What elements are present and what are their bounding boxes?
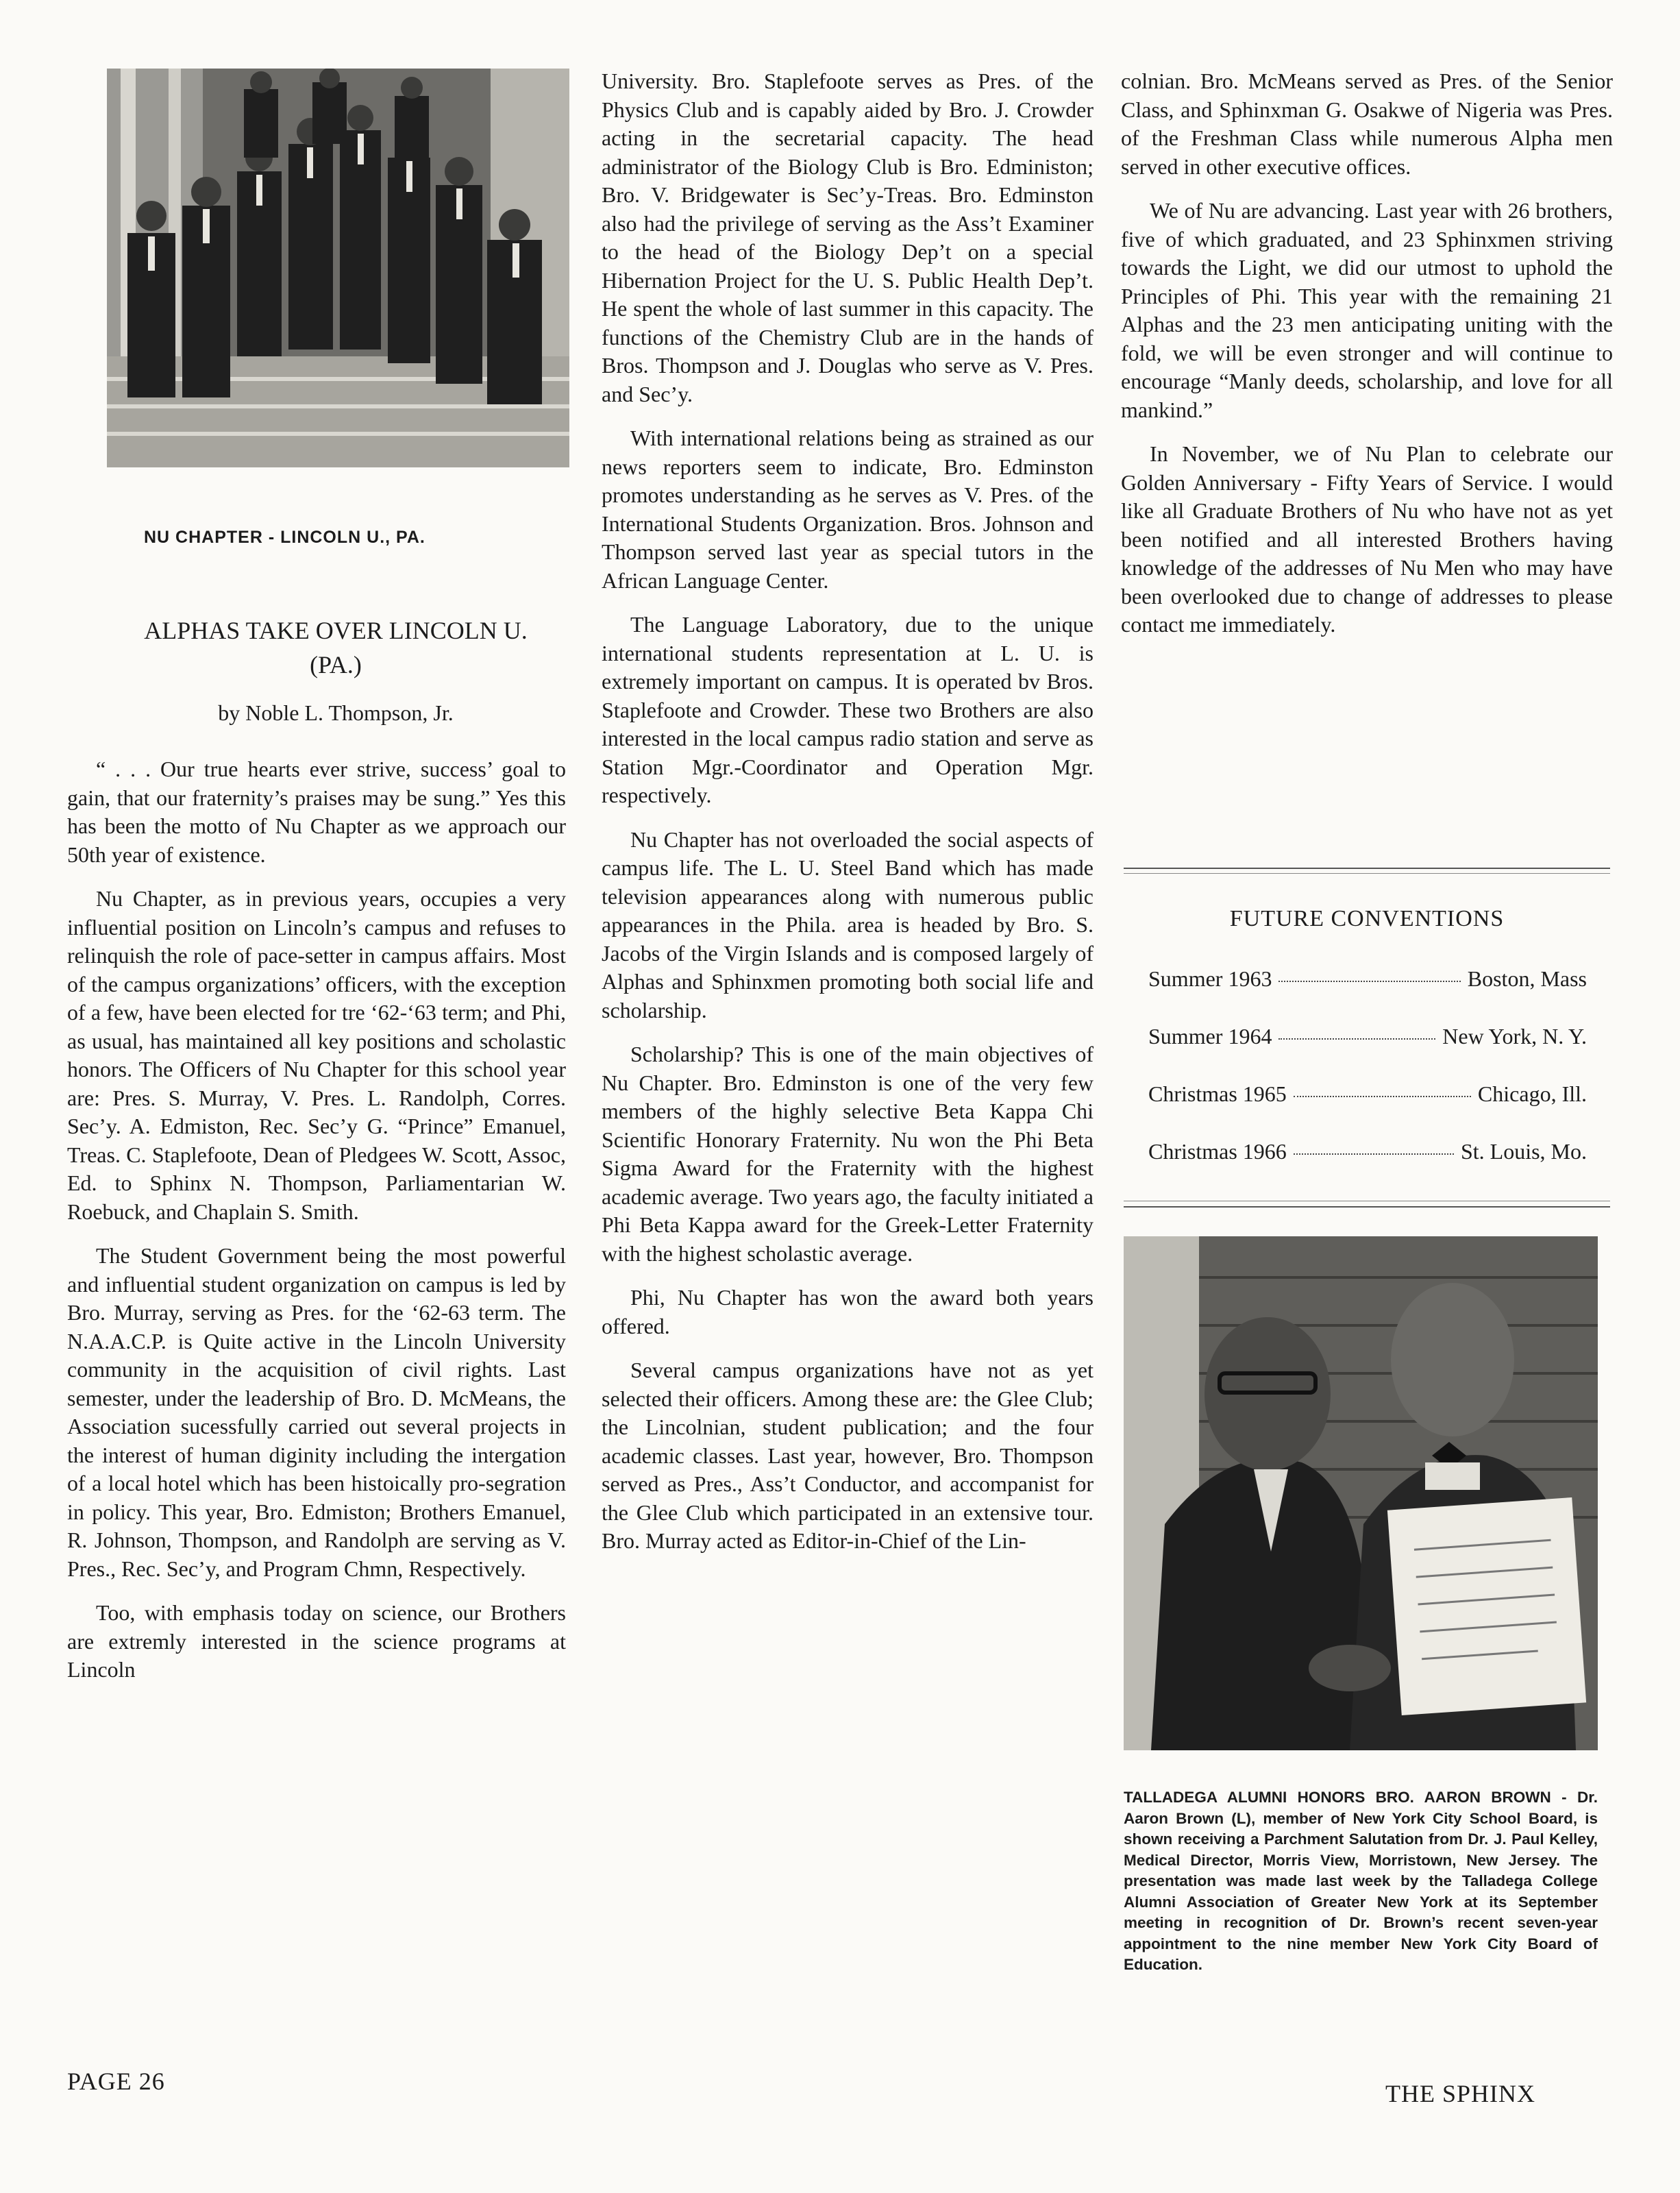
conventions-heading: FUTURE CONVENTIONS	[1229, 906, 1505, 931]
col2-paragraph: The Language Laboratory, due to the unique international students representation at L. U. is extremely important on campus. It is operated bv Bros. Staplefoote and Crowder. These two Brothers are also interested in the local campus radio station and serve as Station Mgr.-Coordinator and Operation Mgr. respectively.	[602, 612, 1094, 807]
col2-paragraph: Several campus organizations have not as yet selected their officers. Among these are: the Glee Club; the Lincolnian, student publication; and the four academic classes. Last year, however, Bro. Thompson served as Pres., Ass’t Conductor, and accompanist for the Glee Club which participated in an extensive tour. Bro. Murray acted as Editor-in-Chief of the Lin-	[602, 1358, 1094, 1553]
leader-dots	[1278, 1038, 1435, 1040]
group-photo-figures	[107, 69, 569, 467]
publication-name: THE SPHINX	[1385, 2080, 1536, 2107]
article-byline: by Noble L. Thompson, Jr.	[218, 700, 454, 725]
convention-row	[1148, 1081, 1587, 1107]
article-title-line2: (PA.)	[310, 651, 362, 678]
award-photo-caption: TALLADEGA ALUMNI HONORS BRO. AARON BROWN - Dr. Aaron Brown (L), member of New York City School Board, is shown receiving a Parchment Salutation from Dr. J. Paul Kelley, Medical Director, Morris View, Morristown, New Jersey. The presentation was made last week by the Talladega College Alumni Association of Greater New York at its September meeting in recognition of Dr. Brown’s recent seven-year appointment to the nine member New York City Board of Education.	[1124, 1789, 1598, 1973]
leader-dots	[1294, 1153, 1454, 1155]
convention-row	[1148, 1024, 1587, 1049]
col3-paragraph: In November, we of Nu Plan to celebrate our Golden Anniversary - Fifty Years of Service. I would like all Graduate Brothers of Nu who have not as yet been notified and all interested Brothers having knowledge of the addresses of Nu Men who may have been overlooked due to change of addresses to please contact me immediately.	[1121, 441, 1613, 637]
convention-when: Christmas 1965	[1148, 1081, 1287, 1106]
col2-paragraph: Scholarship? This is one of the main objectives of Nu Chapter. Bro. Edminston is one of the very few members of the highly selective Beta Kappa Chi Scientific Honorary Fraternity. Nu won the Phi Beta Sigma Award for the Fraternity with the highest academic average. Two years ago, the faculty initiated a Phi Beta Kappa award for the Greek-Letter Fraternity with the highest scholastic average.	[602, 1042, 1094, 1266]
group-photo	[107, 69, 569, 467]
page-number: PAGE 26	[67, 2068, 165, 2095]
award-photo-figures	[1124, 1236, 1598, 1750]
conventions-bottom-rule	[1124, 1206, 1610, 1208]
col1-paragraph: Nu Chapter, as in previous years, occupies a very influential position on Lincoln’s campus and refuses to relinquish the role of pace-setter in campus affairs. Most of the campus organizations’ officers, with the exception of a few, have been elected for tre ‘62-‘63 term; and Phi, as usual, has maintained all key positions and scholastic honors. The Officers of Nu Chapter for this school year are: Pres. S. Murray, V. Pres. L. Randolph, Corres. Sec’y. A. Edmiston, Rec. Sec’y G. “Prince” Emanuel, Treas. C. Staplefoote, Dean of Pledgees W. Scott, Assoc, Ed. to Sphinx N. Thompson, Parliamentarian W. Roebuck, and Chaplain S. Smith.	[67, 886, 566, 1224]
leader-dots	[1294, 1096, 1471, 1097]
col2-paragraph: With international relations being as strained as our news reporters seem to indicate, Bro. Edminston promotes understanding as he serves as V. Pres. of the International Students Organization. Bros. Johnson and Thompson served last year as special tutors in the African Language Center.	[602, 426, 1094, 593]
col3-paragraph: colnian. Bro. McMeans served as Pres. of the Senior Class, and Sphinxman G. Osakwe of Nigeria was Pres. of the Freshman Class while numerous Alpha men served in other executive offices.	[1121, 69, 1613, 179]
article-column-2	[602, 67, 1094, 1571]
group-photo-caption: NU CHAPTER - LINCOLN U., PA.	[144, 528, 425, 547]
convention-row	[1148, 966, 1587, 992]
convention-row	[1148, 1139, 1587, 1164]
article-title-line1: ALPHAS TAKE OVER LINCOLN U.	[144, 617, 528, 644]
col2-paragraph: Phi, Nu Chapter has won the award both years offered.	[602, 1285, 1094, 1338]
award-photo	[1124, 1236, 1598, 1750]
convention-when: Summer 1964	[1148, 1024, 1272, 1049]
article-column-3	[1121, 67, 1613, 655]
col1-paragraph: The Student Government being the most powerful and influential student organization on campus is led by Bro. Murray, serving as Pres. for the ‘62-63 term. The N.A.A.C.P. is Quite active in the Lincoln University community in the acquisition of civil rights. Last semester, under the leadership of Bro. D. McMeans, the Association sucessfully carried out several projects in the interest of human diginity including the intergation of a local hotel which has been histoically pro-segration in policy. This year, Bro. Edmiston; Brothers Emanuel, R. Johnson, Thompson, and Randolph are serving as V. Pres., Rec. Sec’y, and Program Chmn, Respectively.	[67, 1243, 566, 1581]
col2-paragraph: University. Bro. Staplefoote serves as Pres. of the Physics Club and is capably aided by Bro. J. Crowder acting in the secretarial capacity. The head administrator of the Biology Club is Bro. Edministon; Bro. V. Bridgewater is Sec’y-Treas. Bro. Edminston also had the privilege of serving as the Ass’t Examiner to the head of the Biology Dep’t on a special Hibernation Project for the U. S. Public Health Dep’t. He spent the whole of last summer in this capacity. The functions of the Chemistry Club are in the hands of Bros. Thompson and J. Douglas who serve as V. Pres. and Sec’y.	[602, 69, 1094, 406]
leader-dots	[1278, 981, 1460, 982]
article-column-1	[67, 755, 566, 1700]
convention-where: Boston, Mass	[1467, 966, 1587, 991]
article-title	[69, 613, 603, 682]
conventions-top-rule	[1124, 868, 1610, 869]
conventions-top-rule-thin	[1124, 873, 1610, 874]
col1-paragraph: “ . . . Our true hearts ever strive, success’ goal to gain, that our fraternity’s praises may be sung.” Yes this has been the motto of Nu Chapter as we approach our 50th year of existence.	[67, 757, 566, 867]
col1-paragraph: Too, with emphasis today on science, our Brothers are extremly interested in the science programs at Lincoln	[67, 1600, 566, 1682]
convention-where: New York, N. Y.	[1442, 1024, 1587, 1049]
convention-when: Christmas 1966	[1148, 1139, 1287, 1164]
col2-paragraph: Nu Chapter has not overloaded the social aspects of campus life. The L. U. Steel Band which has made television appearances along with numerous public appearances in the Phila. area is headed by Bro. S. Jacobs of the Virgin Islands and is composed largely of Alphas and Sphinxmen promoting both social life and scholarship.	[602, 826, 1094, 1022]
convention-where: St. Louis, Mo.	[1460, 1139, 1587, 1164]
convention-where: Chicago, Ill.	[1477, 1081, 1587, 1106]
col3-paragraph: We of Nu are advancing. Last year with 26 brothers, five of which graduated, and 23 Sphinxmen striving towards the Light, we did our utmost to uphold the Principles of Phi. This year with the remaining 21 Alphas and the 23 men anticipating uniting with the fold, we will be even stronger and will continue to encourage “Manly deeds, scholarship, and love for all mankind.”	[1121, 198, 1613, 422]
convention-when: Summer 1963	[1148, 966, 1272, 991]
